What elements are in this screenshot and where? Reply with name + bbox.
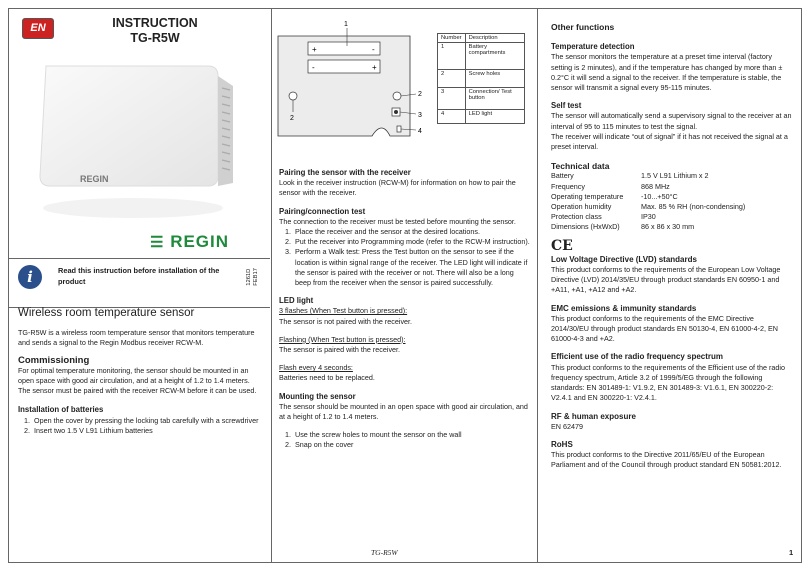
lvd-heading: Low Voltage Directive (LVD) standards <box>551 254 697 264</box>
rf-heading: RF & human exposure <box>551 411 636 421</box>
diagram-label-2-left: 2 <box>290 115 294 122</box>
table-row: 1 Battery compartments <box>438 43 525 70</box>
table-row: 4 LED light <box>438 110 525 124</box>
led-heading: LED light <box>279 296 314 306</box>
rf-paragraph: EN 62479 <box>551 421 583 431</box>
led-state-1-desc: The sensor is not paired with the receiver. <box>279 316 413 326</box>
lvd-paragraph: This product conforms to the requirements of the European Low Voltage Directive (LVD) 2014/35/EU through product standards EN 60950-1 and +A11, +A1, +A12 and +A2. <box>551 265 781 295</box>
radio-heading: Efficient use of the radio frequency spectrum <box>551 352 724 362</box>
section-title: Wireless room temperature sensor <box>18 307 195 319</box>
product-photo <box>28 58 248 258</box>
technical-data-heading: Technical data <box>551 161 610 172</box>
diagram-label-1: 1 <box>344 21 348 28</box>
batteries-steps <box>18 416 263 436</box>
test-steps <box>279 227 531 288</box>
pairing-paragraph: Look in the receiver instruction (RCW-M) for information on how to pair the sensor with the receiver. <box>279 178 516 198</box>
plus-sign-1: + <box>312 45 317 54</box>
ce-mark: CE <box>551 237 573 254</box>
regin-logo: ☰ REGIN <box>150 232 230 251</box>
column-1-content <box>18 308 263 436</box>
mount-steps <box>279 430 531 450</box>
column-3-content <box>551 22 793 471</box>
table-row: 2 Screw holes <box>438 70 525 88</box>
emc-paragraph: This product conforms to the requirements of the EMC Directive 2014/30/EU through product standards EN 50130-4, EN 61000-4-2, EN 61000-4-3 and +A2. <box>551 313 778 344</box>
footer-product-name: TG-R5W <box>371 548 398 557</box>
legend-header-description: Description <box>465 34 524 43</box>
diagram-label-2-right: 2 <box>418 91 422 98</box>
self-test-heading: Self test <box>551 101 582 111</box>
led-state-2-desc: The sensor is paired with the receiver. <box>279 345 401 355</box>
self-test-paragraph-1: The sensor will automatically send a supervisory signal to the receiver at an interval of 95 to 115 minutes to test the signal. <box>551 111 792 131</box>
rohs-heading: RoHS <box>551 439 573 449</box>
list-item: 3. Perform a Walk test: Press the Test button on the sensor to see if the location is within signal range of the receiver. The LED light will indicate if the sensor is paired with the receiver or not. There will also be a long beep from the receiver when the sensor is paired successfully. <box>293 247 531 288</box>
info-icon: i <box>18 265 42 289</box>
other-functions-heading: Other functions <box>551 22 615 32</box>
temp-detection-heading: Temperature detection <box>551 42 635 52</box>
list-item: 2. Insert two 1.5 V L91 Lithium batteries <box>32 426 263 436</box>
list-item: 2. Snap on the cover <box>293 440 531 450</box>
list-item: 2. Put the receiver into Programming mode (refer to the RCW-M instruction). <box>293 237 531 247</box>
batteries-heading: Installation of batteries <box>18 405 104 415</box>
commissioning-paragraph-2: The sensor must be paired with the receiver RCW-M before it can be used. <box>18 386 257 396</box>
table-row: 3 Connection/ Test button <box>438 88 525 110</box>
list-item: 1. Place the receiver and the sensor at the desired locations. <box>293 227 531 237</box>
notice-text: Read this instruction before installation of the product <box>58 266 220 286</box>
temp-detection-paragraph: The sensor monitors the temperature at a preset time interval (factory setting is 2 minutes), and if the temperature has changed by more than ± 0.2°C it will send a signal to the receiver. If the temperature is stable, the sensor will transmit a signal every 95-115 minutes. <box>551 52 783 93</box>
plus-sign-2: + <box>372 63 377 72</box>
test-paragraph: The connection to the receiver must be tested before mounting the sensor. <box>279 216 516 226</box>
document-title: INSTRUCTION TG-R5W <box>112 16 198 45</box>
minus-sign-2: - <box>312 63 315 72</box>
device-brand-text: REGIN <box>80 174 109 184</box>
led-state-1-title: 3 flashes (When Test button is pressed): <box>279 306 408 316</box>
intro-paragraph: TG-R5W is a wireless room temperature sensor that monitors temperature and sends a signal to the Regin Modbus receiver RCW-M. <box>18 328 255 348</box>
mount-heading: Mounting the sensor <box>279 391 356 401</box>
self-test-paragraph-2: The receiver will indicate “out of signal” if it has not received the signal at a preset interval. <box>551 131 788 152</box>
led-state-3-title: Flash every 4 seconds: <box>279 363 353 373</box>
list-item: 1. Use the screw holes to mount the sensor on the wall <box>293 430 531 440</box>
pairing-heading: Pairing the sensor with the receiver <box>279 168 411 177</box>
en-language-logo: EN <box>22 18 54 39</box>
radio-paragraph: This product conforms to the requirements of the Efficient use of the radio frequency spectrum, Article 3.2 of 1999/5/EG through the following standards: EN 301489-1: V1.9.2, EN 301489-3: V1.6.1, EN 300220-2: V2.4.1 and EN 300220-1: V2.4.1. <box>551 362 785 403</box>
list-item: 1. Open the cover by pressing the locking tab carefully with a screwdriver <box>32 416 263 426</box>
column-2-content <box>279 168 531 451</box>
legend-header-number: Number <box>438 34 466 43</box>
emc-heading: EMC emissions & immunity standards <box>551 303 697 313</box>
commissioning-paragraph-1: For optimal temperature monitoring, the sensor should be mounted in an open space with good air circulation, and at a height of 1.2 to 1.4 meters. <box>18 365 250 386</box>
diagram-label-3: 3 <box>418 112 422 119</box>
diagram-label-4: 4 <box>418 128 422 135</box>
minus-sign-1: - <box>372 45 375 54</box>
rohs-paragraph: This product conforms to the Directive 2011/65/EU of the European Parliament and of the Council through product standard EN 50581:2012. <box>551 450 782 470</box>
legend-table <box>437 33 525 124</box>
page-number: 1 <box>789 548 794 557</box>
led-state-2-title: Flashing (When Test button is pressed): <box>279 334 406 344</box>
commissioning-heading: Commissioning <box>18 354 90 366</box>
sensor-diagram <box>272 16 434 166</box>
document-number: 1261D FEB17 <box>246 268 259 286</box>
test-heading: Pairing/connection test <box>279 206 366 216</box>
mount-paragraph: The sensor should be mounted in an open space with good air circulation, and at a height of 1.2 to 1.4 meters. <box>279 401 528 422</box>
technical-data-table: Battery 1.5 V L91 Lithium x 2 Frequency 868 MHz Operating temperature -10...+50°C Operation humidity Max. 85 % RH (non-condensing) Protection class IP30 Dimensions (HxWxD) 86 x 86 x 30 mm <box>551 171 746 232</box>
led-state-3-desc: Batteries need to be replaced. <box>279 373 375 383</box>
